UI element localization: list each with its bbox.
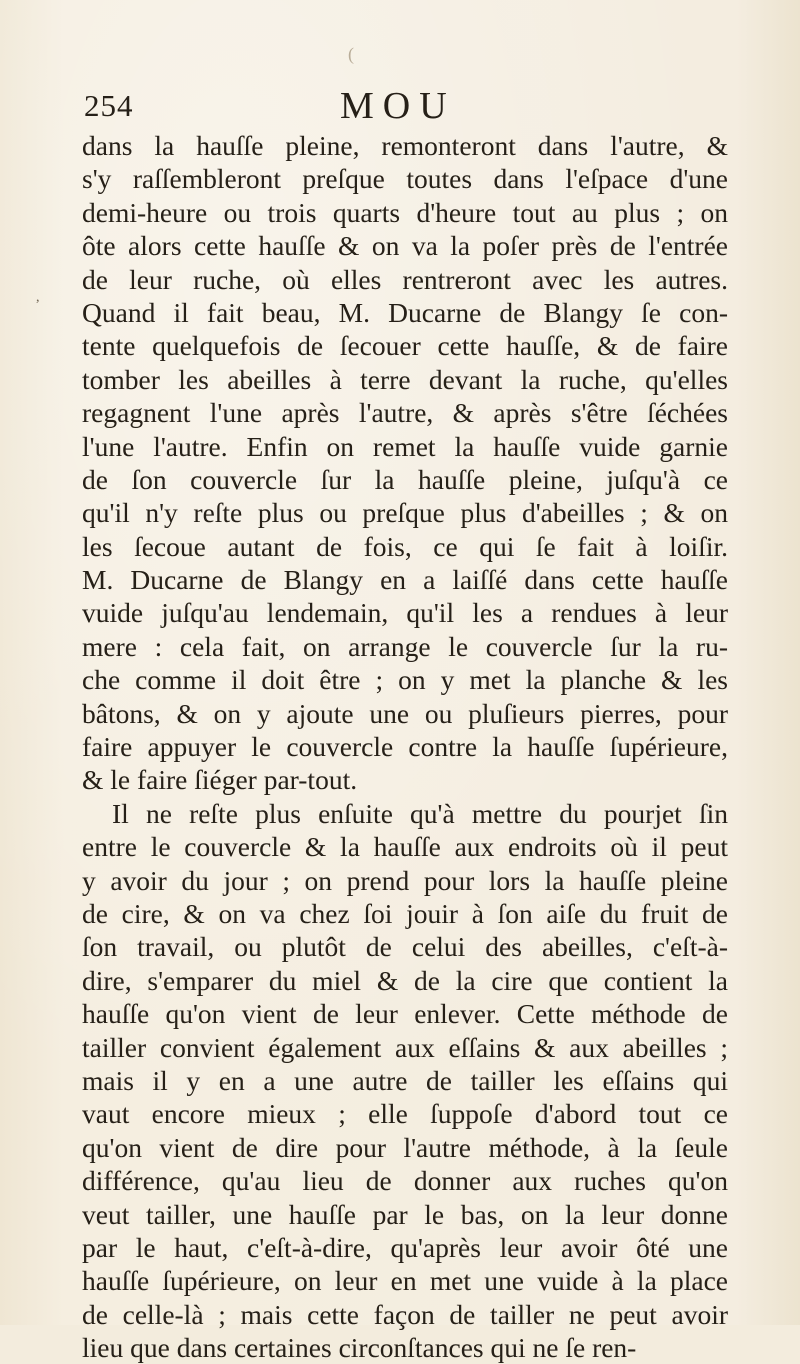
text-line: lieu que dans certaines circonſtances qui ne ſe ren- [82,1332,637,1364]
text-line: ôte alors cette hauſſe & on va la poſer près de l'entrée [82,230,728,262]
text-line: l'une l'autre. Enfin on remet la hauſſe vuide garnie [82,430,728,462]
text-line: che comme il doit être ; on y met la planche & les [82,664,728,696]
text-line: veut tailler, une hauſſe par le bas, on la leur donne [82,1198,728,1230]
text-line: Quand il fait beau, M. Ducarne de Blangy ſe con- [82,296,728,328]
text-line: tente quelquefois de ſecouer cette hauſſe, & de faire [82,330,728,362]
text-line: M. Ducarne de Blangy en a laiſſé dans cette hauſſe [82,564,728,596]
text-line: tomber les abeilles à terre devant la ruche, qu'elles [82,363,728,395]
text-line: regagnent l'une après l'autre, & après s'être ſéchées [82,397,728,429]
text-line: mere : cela fait, on arrange le couvercle ſur la ru- [82,630,728,662]
text-line: & le faire ſiéger par-tout. [82,764,358,796]
text-line: ſon travail, ou plutôt de celui des abeilles, c'eſt-à- [82,931,728,963]
text-line: dire, s'emparer du miel & de la cire que contient la [82,964,728,996]
text-line: par le haut, c'eſt-à-dire, qu'après leur avoir ôté une [82,1231,728,1263]
text-line: bâtons, & on y ajoute une ou pluſieurs pierres, pour [82,697,728,729]
text-line: qu'il n'y reſte plus ou preſque plus d'abeilles ; & on [82,497,728,529]
text-line: y avoir du jour ; on prend pour lors la hauſſe pleine [82,864,728,896]
text-line: de ſon couvercle ſur la hauſſe pleine, juſqu'à ce [82,463,728,495]
text-line: Il ne reſte plus enſuite qu'à mettre du pourjet ſin [112,797,728,829]
text-line: mais il y en a une autre de tailler les eſſains qui [82,1064,728,1096]
text-line: faire appuyer le couvercle contre la hauſſe ſupérieure, [82,731,728,763]
page-header [84,84,724,128]
text-line: de celle-là ; mais cette façon de tailler ne peut avoir [82,1298,728,1330]
text-line: s'y raſſembleront preſque toutes dans l'eſpace d'une [82,163,728,195]
text-line: hauſſe ſupérieure, on leur en met une vuide à la place [82,1265,728,1297]
running-head: MOU [340,85,456,127]
text-line: qu'on vient de dire pour l'autre méthode, à la ſeule [82,1131,728,1163]
text-line: vaut encore mieux ; elle ſuppoſe d'abord tout ce [82,1098,728,1130]
text-line: de cire, & on va chez ſoi jouir à ſon aiſe du fruit de [82,897,728,929]
text-line: différence, qu'au lieu de donner aux ruches qu'on [82,1165,728,1197]
text-line: entre le couvercle & la hauſſe aux endroits où il peut [82,831,728,863]
page-number: 254 [84,88,134,123]
ink-smudge: ( [348,44,354,64]
margin-mark: , [36,290,40,305]
text-line: hauſſe qu'on vient de leur enlever. Cette méthode de [82,998,728,1030]
text-line: dans la hauſſe pleine, remonteront dans l'autre, & [82,130,728,161]
text-line: tailler convient également aux eſſains & aux abeilles ; [82,1031,728,1063]
text-line: de leur ruche, où elles rentreront avec les autres. [82,263,728,295]
text-line: vuide juſqu'au lendemain, qu'il les a rendues à leur [82,597,728,629]
text-line: demi-heure ou trois quarts d'heure tout au plus ; on [82,196,728,228]
text-line: les ſecoue autant de fois, ce qui ſe fait à loiſir. [82,530,728,562]
body-text [82,129,728,1364]
